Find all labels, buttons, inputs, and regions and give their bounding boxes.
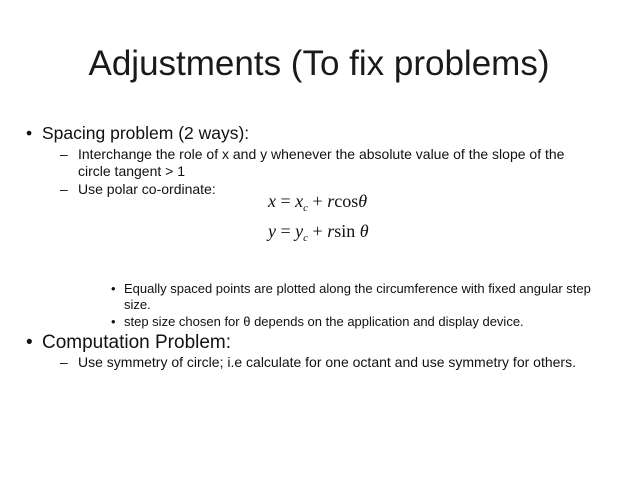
eq-theta: θ bbox=[359, 221, 369, 241]
dash-marker: – bbox=[60, 181, 68, 197]
dot-marker: • bbox=[111, 281, 116, 296]
sub-bullet-text: Interchange the role of x and y whenever the absolute value of the slope of the circle tangent > 1 bbox=[78, 146, 565, 179]
sub-bullet-symmetry bbox=[60, 354, 598, 371]
eq-plus: + bbox=[312, 221, 323, 241]
eq-sub: c bbox=[303, 232, 309, 244]
bullet-text: Computation Problem: bbox=[42, 332, 232, 353]
eq-fn: sin bbox=[334, 221, 356, 241]
sub-sub-bullet-text: step size chosen for θ depends on the application and display device. bbox=[124, 314, 524, 329]
bullet-text: Spacing problem (2 ways): bbox=[42, 123, 250, 143]
eq-sub: c bbox=[303, 202, 309, 214]
dash-marker: – bbox=[60, 146, 68, 162]
eq-var: x bbox=[295, 191, 304, 211]
sub-bullet-text: Use symmetry of circle; i.e calculate for one octant and use symmetry for others. bbox=[78, 354, 576, 370]
sub-sub-bullet-equally-spaced bbox=[111, 281, 604, 313]
equation-y bbox=[268, 220, 369, 249]
bullet-spacing-problem bbox=[26, 122, 250, 144]
eq-var: y bbox=[295, 221, 304, 241]
sub-sub-bullet-step-size bbox=[111, 314, 604, 330]
sub-bullet-text: Use polar co-ordinate: bbox=[78, 181, 216, 197]
slide-title: Adjustments (To fix problems) bbox=[88, 44, 550, 83]
equation-x bbox=[268, 190, 367, 219]
eq-lhs: x bbox=[268, 191, 276, 211]
sub-bullet-interchange bbox=[60, 146, 598, 180]
eq-r: r bbox=[327, 221, 335, 241]
eq-theta: θ bbox=[358, 191, 368, 211]
sub-sub-bullet-text: Equally spaced points are plotted along the circumference with fixed angular step size. bbox=[124, 281, 591, 312]
bullet-computation-problem bbox=[26, 331, 232, 355]
dot-marker: • bbox=[111, 314, 116, 329]
eq-r: r bbox=[327, 191, 335, 211]
bullet-marker: • bbox=[26, 332, 33, 353]
eq-equals: = bbox=[280, 221, 291, 241]
eq-equals: = bbox=[280, 191, 291, 211]
bullet-marker: • bbox=[26, 123, 33, 143]
eq-fn: cos bbox=[334, 191, 359, 211]
dash-marker: – bbox=[60, 354, 68, 370]
eq-lhs: y bbox=[268, 221, 276, 241]
eq-plus: + bbox=[312, 191, 323, 211]
